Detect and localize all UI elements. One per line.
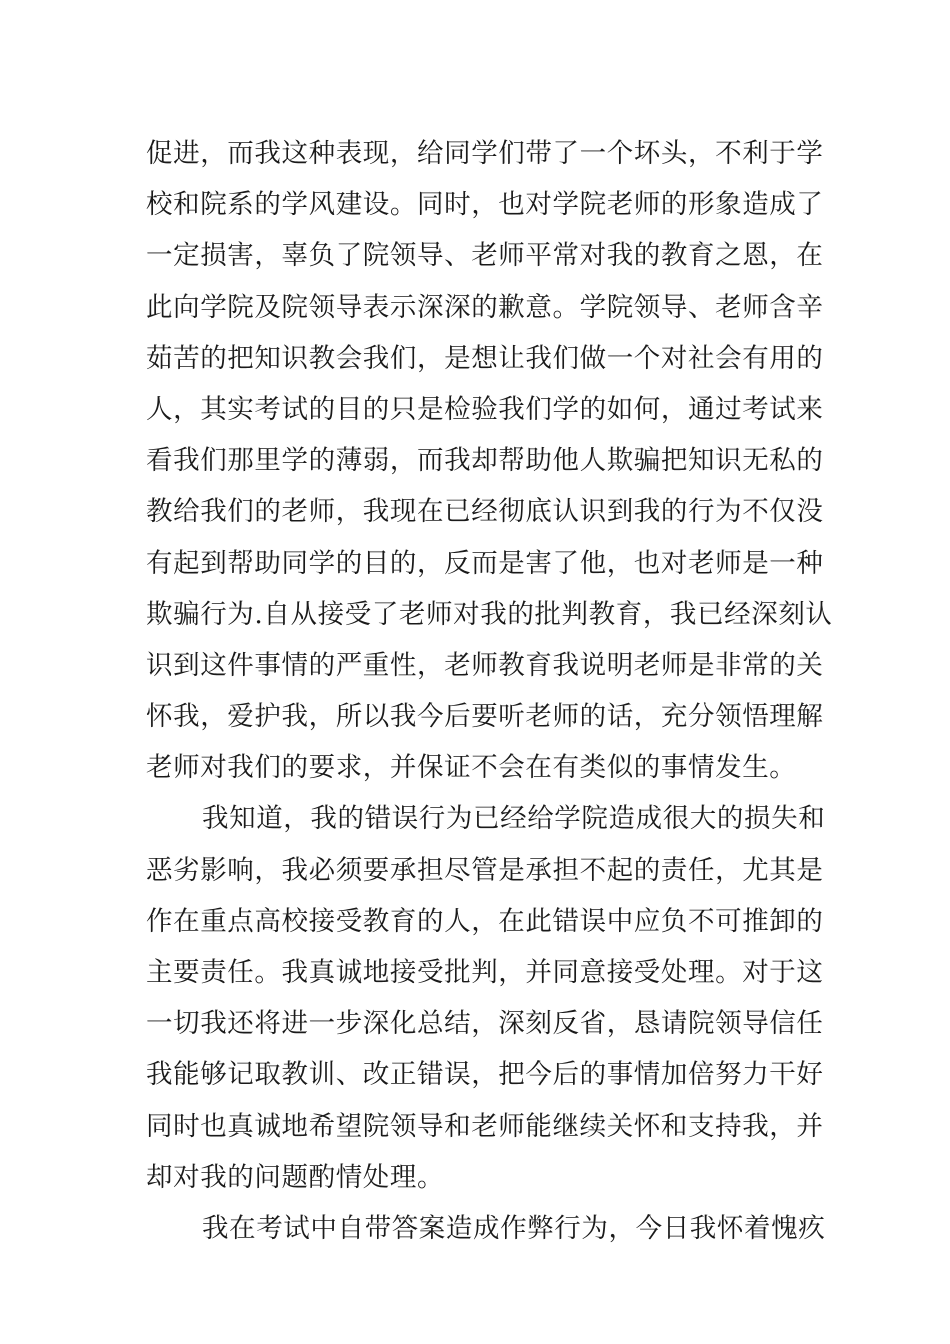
body-text <box>146 128 833 1254</box>
text-line: 识到这件事情的严重性，老师教育我说明老师是非常的关 <box>146 649 824 681</box>
paragraph-start-line: 我知道，我的错误行为已经给学院造成很大的损失和 <box>202 803 826 835</box>
text-line: 校和院系的学风建设。同时，也对学院老师的形象造成了 <box>146 189 824 221</box>
text-line: 一定损害，辜负了院领导、老师平常对我的教育之恩，在 <box>146 240 824 272</box>
text-line: 欺骗行为.自从接受了老师对我的批判教育，我已经深刻认 <box>146 598 833 630</box>
text-line: 作在重点高校接受教育的人，在此错误中应负不可推卸的 <box>146 905 824 937</box>
text-line: 促进，而我这种表现，给同学们带了一个坏头，不利于学 <box>146 138 824 169</box>
text-line: 看我们那里学的薄弱，而我却帮助他人欺骗把知识无私的 <box>146 445 824 477</box>
text-line: 人，其实考试的目的只是检验我们学的如何，通过考试来 <box>146 393 824 425</box>
paragraph-start-line: 我在考试中自带答案造成作弊行为，今日我怀着愧疚 <box>202 1212 826 1244</box>
text-line: 教给我们的老师，我现在已经彻底认识到我的行为不仅没 <box>146 496 824 528</box>
text-line: 恶劣影响，我必须要承担尽管是承担不起的责任，尤其是 <box>146 854 824 886</box>
paragraph-end-line: 却对我的问题酌情处理。 <box>146 1161 445 1193</box>
text-line: 茹苦的把知识教会我们，是想让我们做一个对社会有用的 <box>146 342 824 374</box>
paragraph-end-line: 老师对我们的要求，并保证不会在有类似的事情发生。 <box>146 752 797 784</box>
text-line: 同时也真诚地希望院领导和老师能继续关怀和支持我，并 <box>146 1110 824 1142</box>
text-line: 我能够记取教训、改正错误，把今后的事情加倍努力干好 <box>146 1059 824 1091</box>
text-line: 主要责任。我真诚地接受批判，并同意接受处理。对于这 <box>146 957 824 988</box>
text-line: 此向学院及院领导表示深深的歉意。学院领导、老师含辛 <box>146 291 824 323</box>
text-line: 有起到帮助同学的目的，反而是害了他，也对老师是一种 <box>146 547 824 579</box>
text-line: 怀我，爱护我，所以我今后要听老师的话，充分领悟理解 <box>146 701 824 733</box>
text-line: 一切我还将进一步深化总结，深刻反省，恳请院领导信任 <box>146 1008 824 1040</box>
